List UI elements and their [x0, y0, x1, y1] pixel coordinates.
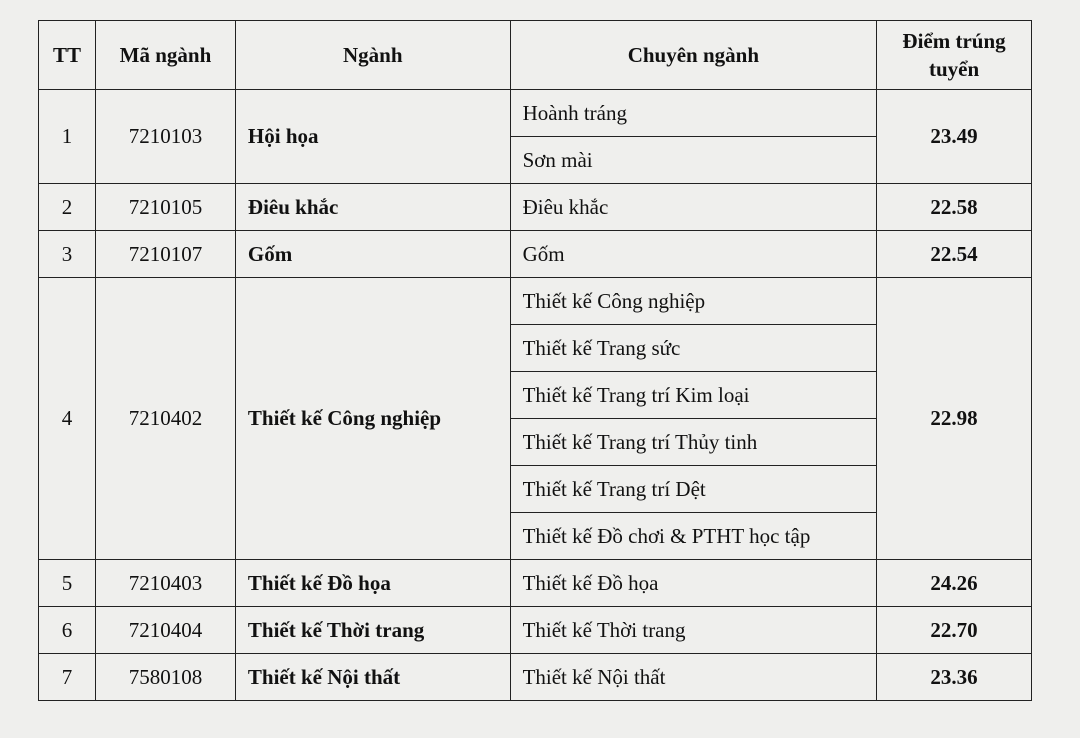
row-code: 7210105	[95, 184, 235, 231]
row-tt: 5	[39, 560, 96, 607]
row-score: 22.54	[877, 231, 1032, 278]
table-row	[39, 90, 1032, 137]
row-code: 7210107	[95, 231, 235, 278]
row-specialization: Thiết kế Nội thất	[510, 654, 877, 701]
table-row	[39, 278, 1032, 325]
row-specialization: Sơn mài	[510, 137, 877, 184]
row-major: Thiết kế Thời trang	[235, 607, 510, 654]
row-tt: 7	[39, 654, 96, 701]
row-tt: 2	[39, 184, 96, 231]
row-major: Thiết kế Nội thất	[235, 654, 510, 701]
row-code: 7210403	[95, 560, 235, 607]
header-code: Mã ngành	[95, 21, 235, 90]
table-header-row	[39, 21, 1032, 90]
header-specialization: Chuyên ngành	[510, 21, 877, 90]
row-specialization: Thiết kế Đồ chơi & PTHT học tập	[510, 513, 877, 560]
row-specialization: Thiết kế Công nghiệp	[510, 278, 877, 325]
row-major: Gốm	[235, 231, 510, 278]
row-score: 22.58	[877, 184, 1032, 231]
row-specialization: Thiết kế Trang trí Thủy tinh	[510, 419, 877, 466]
row-major: Thiết kế Đồ họa	[235, 560, 510, 607]
row-specialization: Gốm	[510, 231, 877, 278]
header-major: Ngành	[235, 21, 510, 90]
admission-scores-table	[38, 20, 1032, 701]
row-code: 7210103	[95, 90, 235, 184]
row-specialization: Thiết kế Thời trang	[510, 607, 877, 654]
row-specialization: Thiết kế Trang trí Dệt	[510, 466, 877, 513]
row-code: 7210402	[95, 278, 235, 560]
row-specialization: Thiết kế Trang trí Kim loại	[510, 372, 877, 419]
header-tt: TT	[39, 21, 96, 90]
table-row	[39, 560, 1032, 607]
row-specialization: Thiết kế Đồ họa	[510, 560, 877, 607]
row-score: 22.98	[877, 278, 1032, 560]
row-specialization: Thiết kế Trang sức	[510, 325, 877, 372]
row-specialization: Hoành tráng	[510, 90, 877, 137]
table-row	[39, 231, 1032, 278]
row-code: 7580108	[95, 654, 235, 701]
table-row	[39, 184, 1032, 231]
row-score: 24.26	[877, 560, 1032, 607]
row-major: Điêu khắc	[235, 184, 510, 231]
row-score: 22.70	[877, 607, 1032, 654]
table-body	[39, 90, 1032, 701]
row-tt: 6	[39, 607, 96, 654]
row-tt: 3	[39, 231, 96, 278]
row-major: Thiết kế Công nghiệp	[235, 278, 510, 560]
row-code: 7210404	[95, 607, 235, 654]
row-tt: 1	[39, 90, 96, 184]
header-score: Điểm trúng tuyển	[877, 21, 1032, 90]
row-score: 23.36	[877, 654, 1032, 701]
row-specialization: Điêu khắc	[510, 184, 877, 231]
row-major: Hội họa	[235, 90, 510, 184]
row-score: 23.49	[877, 90, 1032, 184]
table-row	[39, 654, 1032, 701]
row-tt: 4	[39, 278, 96, 560]
table-row	[39, 607, 1032, 654]
